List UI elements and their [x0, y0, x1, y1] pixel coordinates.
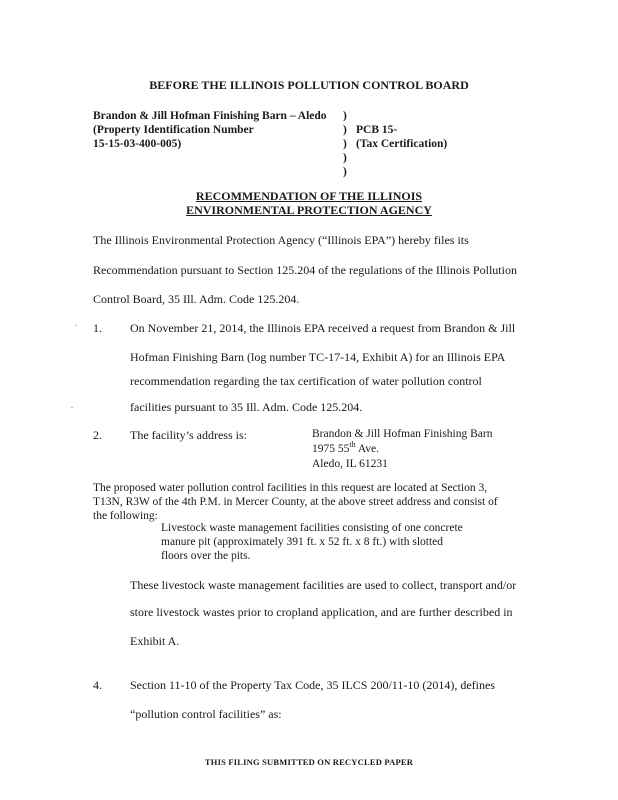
- caption-paren: ): [343, 124, 347, 136]
- title-line-2: ENVIRONMENTAL PROTECTION AGENCY: [186, 203, 432, 217]
- usage-line: These livestock waste management facilities are used to collect, transport and/or: [130, 578, 517, 592]
- address-street-name: Ave.: [355, 443, 380, 455]
- case-number: PCB 15-: [356, 124, 398, 136]
- caption-line-3: 15-15-03-400-005): [93, 138, 182, 150]
- p1-line: Hofman Finishing Barn (log number TC-17-14, Exhibit A) for an Illinois EPA: [130, 350, 506, 364]
- p1-line: On November 21, 2014, the Illinois EPA received a request from Brandon & Jill: [130, 321, 516, 335]
- p1-line: recommendation regarding the tax certification of water pollution control: [130, 374, 482, 388]
- facility-description: manure pit (approximately 391 ft. x 52 ft. x 8 ft.) with slotted: [161, 536, 444, 548]
- p3-line: T13N, R3W of the 4th P.M. in Mercer County, at the above street address and consist of: [93, 496, 498, 508]
- paragraph-number: 2.: [93, 428, 102, 442]
- caption-line-1: Brandon & Jill Hofman Finishing Barn – Aledo: [93, 110, 327, 122]
- p4-line: “pollution control facilities” as:: [130, 707, 282, 721]
- paragraph-number: 4.: [93, 678, 102, 692]
- case-type: (Tax Certification): [356, 138, 448, 150]
- caption-paren: ): [343, 166, 347, 178]
- p3-line: the following:: [93, 510, 158, 522]
- address-street-number: 1975 55: [312, 443, 350, 455]
- footer-notice: THIS FILING SUBMITTED ON RECYCLED PAPER: [204, 757, 414, 767]
- intro-line: The Illinois Environmental Protection Agency (“Illinois EPA”) hereby files its: [93, 233, 469, 247]
- intro-line: Recommendation pursuant to Section 125.204 of the regulations of the Illinois Pollution: [93, 263, 517, 277]
- caption-line-2: (Property Identification Number: [93, 124, 254, 136]
- p3-line: The proposed water pollution control facilities in this request are located at Section 3,: [93, 482, 488, 494]
- usage-line: store livestock wastes prior to cropland application, and are further described in: [130, 605, 513, 619]
- facility-description: Livestock waste management facilities consisting of one concrete: [161, 522, 463, 534]
- address-label: The facility’s address is:: [130, 428, 247, 442]
- p4-line: Section 11-10 of the Property Tax Code, 35 ILCS 200/11-10 (2014), defines: [130, 678, 495, 692]
- scan-artifact: [75, 325, 77, 326]
- title-line-1: RECOMMENDATION OF THE ILLINOIS: [195, 189, 423, 203]
- caption-paren: ): [343, 110, 347, 122]
- address-line-1: Brandon & Jill Hofman Finishing Barn: [312, 428, 493, 440]
- usage-line: Exhibit A.: [130, 634, 180, 648]
- address-line-3: Aledo, IL 61231: [312, 458, 388, 470]
- address-ordinal-suffix: th: [349, 440, 356, 450]
- board-heading: BEFORE THE ILLINOIS POLLUTION CONTROL BOARD: [149, 78, 469, 92]
- intro-line: Control Board, 35 Ill. Adm. Code 125.204.: [93, 292, 300, 306]
- facility-description: floors over the pits.: [161, 550, 251, 562]
- paragraph-number: 1.: [93, 321, 102, 335]
- caption-paren: ): [343, 152, 347, 164]
- p1-line: facilities pursuant to 35 Ill. Adm. Code 125.204.: [130, 400, 363, 414]
- caption-paren: ): [343, 138, 347, 150]
- address-line-2: [312, 440, 380, 455]
- scan-artifact: [71, 407, 73, 408]
